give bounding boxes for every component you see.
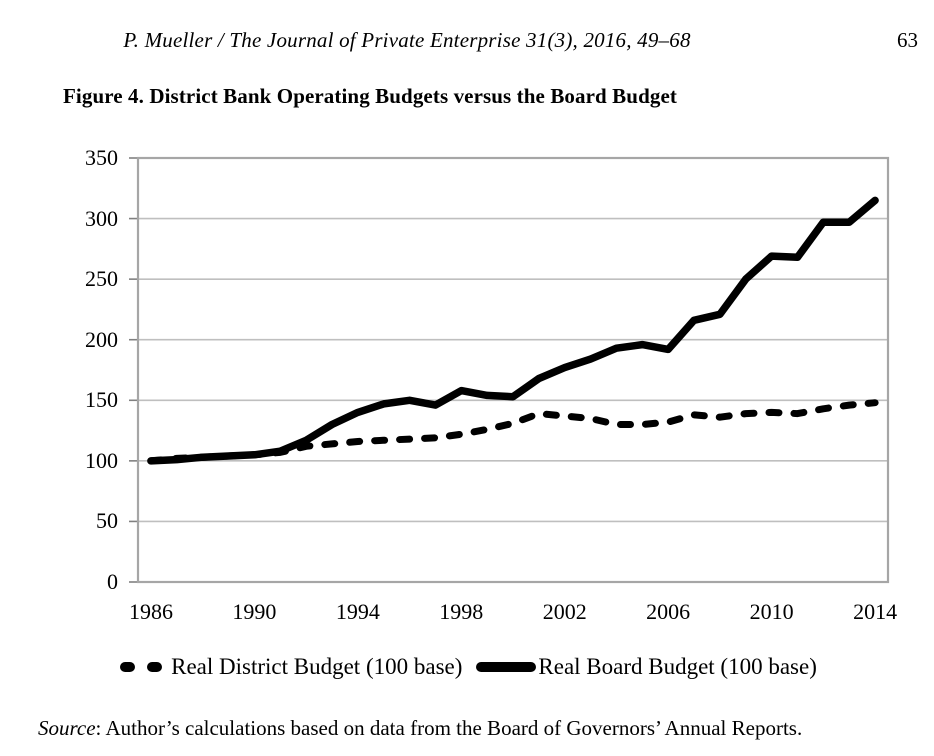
legend-item-board xyxy=(476,654,816,680)
x-tick-label: 1990 xyxy=(232,599,277,624)
source-note xyxy=(38,716,802,741)
x-tick-label: 2002 xyxy=(542,599,587,624)
chart-legend xyxy=(0,646,934,688)
x-tick-label: 1994 xyxy=(335,599,380,624)
y-tick-label: 350 xyxy=(85,145,118,170)
figure-title: Figure 4. District Bank Operating Budgets versus the Board Budget xyxy=(63,84,677,108)
source-label: Source xyxy=(38,716,96,740)
legend-label-district: Real District Budget (100 base) xyxy=(171,654,463,679)
y-axis-labels xyxy=(0,145,118,594)
y-tick-label: 0 xyxy=(107,569,118,594)
dashed-line-marker xyxy=(117,659,169,675)
plot-svg xyxy=(126,152,900,588)
legend-item-district xyxy=(117,654,462,680)
journal-citation: P. Mueller / The Journal of Private Enterprise 31(3), 2016, 49–68 xyxy=(123,28,691,52)
x-tick-label: 1986 xyxy=(128,599,173,624)
y-tick-label: 50 xyxy=(96,508,118,534)
y-tick-label: 100 xyxy=(85,447,118,473)
x-tick-label: 1998 xyxy=(439,599,484,624)
legend-label-board: Real Board Budget (100 base) xyxy=(538,654,817,679)
y-tick-label: 150 xyxy=(85,387,118,413)
y-tick-label: 250 xyxy=(85,266,118,292)
y-tick-label: 300 xyxy=(85,205,118,231)
x-tick-label: 2010 xyxy=(749,599,794,624)
page-number: 63 xyxy=(897,28,918,52)
source-text: : Author’s calculations based on data from the Board of Governors’ Annual Reports. xyxy=(95,716,803,740)
x-axis-labels xyxy=(128,598,898,628)
y-tick-label: 200 xyxy=(85,326,118,352)
x-tick-label: 2006 xyxy=(646,599,691,624)
solid-line-marker xyxy=(476,659,536,675)
x-tick-label: 2014 xyxy=(853,599,898,624)
